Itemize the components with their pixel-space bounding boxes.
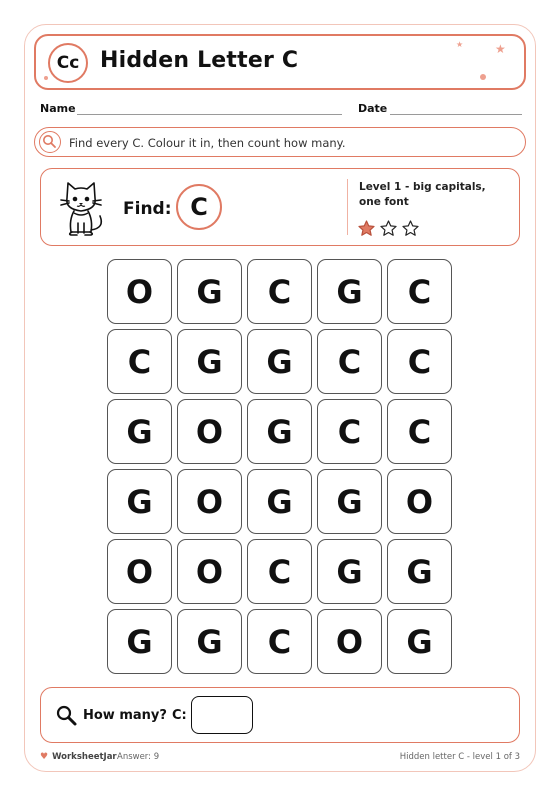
letter-cell[interactable]: G: [317, 259, 382, 324]
letter-cell[interactable]: G: [177, 609, 242, 674]
name-field[interactable]: [77, 114, 342, 115]
count-panel: [40, 687, 520, 743]
magnifier-icon: [55, 704, 79, 732]
page-title: Hidden Letter C: [100, 48, 299, 73]
answer-key: Answer: 9: [117, 752, 160, 762]
star-decoration-icon: ★: [495, 42, 506, 56]
letter-cell[interactable]: O: [177, 399, 242, 464]
page-info: Hidden letter C - level 1 of 3: [399, 752, 520, 762]
level-description: Level 1 - big capitals, one font: [359, 181, 486, 209]
letter-cell[interactable]: C: [247, 539, 312, 604]
instruction-bar: [34, 127, 526, 157]
instruction-text: Find every C. Colour it in, then count how many.: [69, 136, 346, 150]
star-outline-icon: [401, 219, 420, 238]
letter-cell[interactable]: C: [107, 329, 172, 394]
letter-cell[interactable]: G: [247, 399, 312, 464]
letter-cell[interactable]: G: [317, 539, 382, 604]
star-outline-icon: [379, 219, 398, 238]
letter-cell[interactable]: G: [107, 609, 172, 674]
target-letter: C: [176, 184, 222, 230]
date-field[interactable]: [390, 114, 522, 115]
name-label: Name: [40, 102, 76, 115]
date-label: Date: [358, 102, 388, 115]
letter-cell[interactable]: O: [107, 259, 172, 324]
letter-cell[interactable]: O: [177, 539, 242, 604]
letter-cell[interactable]: G: [387, 539, 452, 604]
dot-decoration: [480, 74, 486, 80]
letter-cell[interactable]: G: [107, 399, 172, 464]
letter-cell[interactable]: G: [247, 329, 312, 394]
letter-cell[interactable]: C: [317, 329, 382, 394]
brand-logo: [40, 752, 117, 762]
letter-cell[interactable]: G: [177, 329, 242, 394]
letter-cell[interactable]: G: [317, 469, 382, 534]
letter-cell[interactable]: C: [247, 609, 312, 674]
letter-cell[interactable]: O: [317, 609, 382, 674]
brand-name: WorksheetJar: [52, 752, 117, 762]
letter-cell[interactable]: C: [247, 259, 312, 324]
letter-badge: Cc: [48, 43, 88, 83]
magnifier-icon: [39, 131, 61, 153]
letter-cell[interactable]: G: [107, 469, 172, 534]
letter-cell[interactable]: C: [387, 329, 452, 394]
heart-icon: ♥: [40, 752, 49, 762]
dot-decoration: [44, 76, 48, 80]
letter-cell[interactable]: O: [107, 539, 172, 604]
answer-box[interactable]: [191, 696, 253, 734]
star-decoration-icon: ★: [456, 40, 464, 49]
letter-cell[interactable]: C: [387, 399, 452, 464]
cat-icon: [59, 178, 107, 242]
divider: [347, 179, 348, 235]
letter-cell[interactable]: C: [317, 399, 382, 464]
find-label: Find:: [123, 199, 172, 219]
letter-cell[interactable]: G: [387, 609, 452, 674]
letter-cell[interactable]: C: [387, 259, 452, 324]
find-panel: [40, 168, 520, 246]
how-many-label: How many?: [83, 708, 167, 723]
header-banner: [34, 34, 526, 90]
count-letter-label: C:: [172, 708, 187, 723]
letter-cell[interactable]: O: [177, 469, 242, 534]
difficulty-stars: [357, 219, 420, 238]
star-filled-icon: [357, 219, 376, 238]
letter-cell[interactable]: O: [387, 469, 452, 534]
letter-cell[interactable]: G: [177, 259, 242, 324]
letter-cell[interactable]: G: [247, 469, 312, 534]
